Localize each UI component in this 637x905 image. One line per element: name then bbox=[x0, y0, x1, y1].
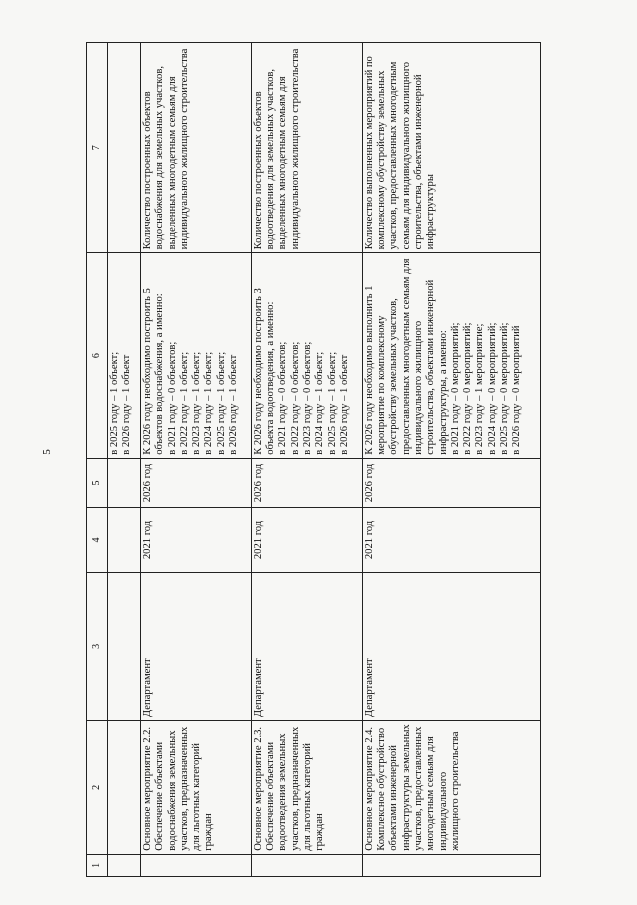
continuation-row bbox=[108, 43, 141, 877]
executor: Департамент bbox=[251, 572, 362, 720]
header-cell: 4 bbox=[87, 508, 108, 572]
table-row bbox=[362, 43, 540, 877]
table-row bbox=[141, 43, 252, 877]
start-year: 2021 год bbox=[362, 508, 540, 572]
expected-result: К 2026 году необходимо построить 5 объектов водоснабжения, а именно: в 2021 году – 0 объектов; в 2022 году – 1 объект; в 2023 году – 1 объект; в 2024 году – 1 объект; в 2025 году – 1 объект; в 2026 году – 1 объект bbox=[141, 253, 252, 458]
table-row bbox=[251, 43, 362, 877]
page-number: 5 bbox=[40, 449, 53, 455]
header-cell: 7 bbox=[87, 43, 108, 253]
start-year: 2021 год bbox=[251, 508, 362, 572]
program-table bbox=[86, 42, 541, 877]
header-cell: 1 bbox=[87, 854, 108, 876]
document-table-area bbox=[86, 42, 541, 877]
expected-result: К 2026 году необходимо выполнить 1 мероприятие по комплексному обустройству земельных участков, предоставленных многодетным семьям для индивидуального жилищного строительства, объектами инженерной инфраструктуры, а именно: в 2021 году – 0 мероприятий; в 2022 году – 0 мероприятий; в 2023 году – 1 мероприятие; в 2024 году – 0 мероприятий; в 2025 году – 0 мероприятий; в 2026 году – 0 мероприятий bbox=[362, 253, 540, 458]
end-year: 2026 год bbox=[251, 458, 362, 507]
indicator: Количество выполненных мероприятий по комплексному обустройству земельных участков, предоставленных многодетным семьям для индивидуального жилищного строительства, объектами инженерной инфраструктуры bbox=[362, 43, 540, 253]
executor: Департамент bbox=[141, 572, 252, 720]
expected-result: К 2026 году необходимо построить 3 объекта водоотведения, а именно: в 2021 году – 0 объектов; в 2022 году – 0 объектов; в 2023 году – 0 объектов; в 2024 году – 1 объект; в 2025 году – 1 объект; в 2026 году – 1 объект bbox=[251, 253, 362, 458]
continuation-line: в 2026 году – 1 объект bbox=[121, 354, 133, 455]
indicator: Количество построенных объектов водоснабжения для земельных участков, выделенных многодетным семьям для индивидуального жилищного строительства bbox=[141, 43, 252, 253]
header-cell: 2 bbox=[87, 721, 108, 855]
header-cell: 5 bbox=[87, 458, 108, 507]
continuation-line: в 2025 году – 1 объект; bbox=[109, 351, 120, 455]
header-cell: 6 bbox=[87, 253, 108, 458]
continuation-cell bbox=[108, 253, 141, 458]
end-year: 2026 год bbox=[141, 458, 252, 507]
end-year: 2026 год bbox=[362, 458, 540, 507]
executor: Департамент bbox=[362, 572, 540, 720]
indicator: Количество построенных объектов водоотведения для земельных участков, выделенных многодетным семьям для индивидуального жилищного строительства bbox=[251, 43, 362, 253]
measure-name: Основное мероприятие 2.3. Обеспечение объектами водоотведения земельных участков, предназначенных для льготных категорий граждан bbox=[251, 721, 362, 855]
measure-name: Основное мероприятие 2.2. Обеспечение объектами водоснабжения земельных участков, предназначенных для льготных категорий граждан bbox=[141, 721, 252, 855]
measure-name: Основное мероприятие 2.4. Комплексное обустройство объектами инженерной инфраструктуры земельных участков, предоставленных многодетным семьям для индивидуального жилищного строительства bbox=[362, 721, 540, 855]
header-row bbox=[87, 43, 108, 877]
header-cell: 3 bbox=[87, 572, 108, 720]
start-year: 2021 год bbox=[141, 508, 252, 572]
